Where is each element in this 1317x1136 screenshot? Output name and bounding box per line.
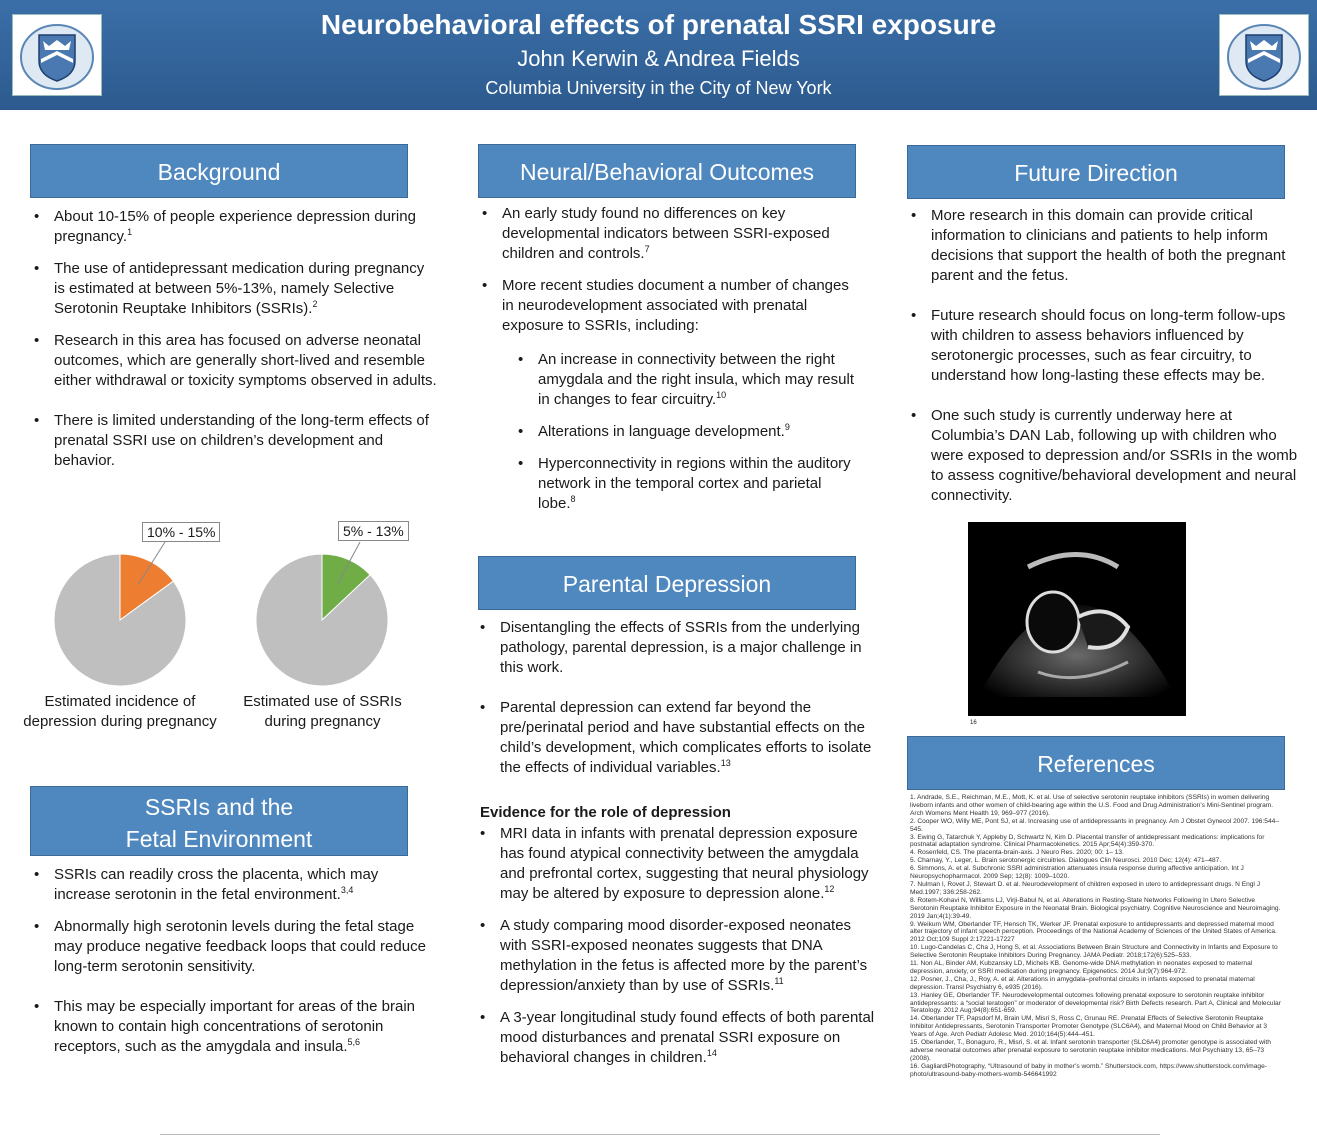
evidence-item: • A study comparing mood disorder-exposed neonates with SSRI-exposed neonates suggests that DNA methylation in the fetus is affected more by the parent’s depression/anxiety than by use of SSRIs.$^{11}$	[500, 916, 875, 996]
outcomes-subitem: • Hyperconnectivity in regions within the auditory network in the temporal cortex and parietal lobe.$^8$	[538, 454, 862, 514]
reference-item: 2. Cooper WO, Willy ME, Pont SJ, et al. Increasing use of antidepressants in pregnancy. Am J Obstet Gynecol 2007. 196:544–545.	[910, 817, 1279, 833]
background-item: • Research in this area has focused on adverse neonatal outcomes, which are generally short-lived and resemble either withdrawal or toxicity symptoms observed in adults.	[54, 331, 439, 391]
future-list	[909, 206, 1306, 518]
outcomes-subitem: • An increase in connectivity between the right amygdala and the right insula, which may result in changes to fear circuitry.$^{10}$	[538, 350, 862, 410]
reference-item: 16. GagliardiPhotography, “Ultrasound of baby in mother’s womb.” Shutterstock.com, https://www.shutterstock.com/image-photo/ultrasound-baby-mothers-womb-546641992	[910, 1062, 1267, 1078]
references-heading: References	[907, 736, 1285, 790]
reference-item: 6. Simmons, A. et al. Subchronic SSRI administration attenuates insula response during affective anticipation. Int J Neuropsychopharmacol. 2009 Sep; 12(8): 1009–1020.	[910, 865, 1244, 881]
pie-charts	[40, 540, 400, 700]
parental-item: • Disentangling the effects of SSRIs from the underlying pathology, parental depression, is a major challenge in this work.	[500, 618, 875, 678]
parental-list	[478, 618, 875, 790]
pie-callout-ssri: 5% - 13%	[338, 521, 409, 541]
reference-item: 9. Weikum WM, Oberlander TF, Hensch TK, Werker JF. Prenatal exposure to antidepressants and depressed maternal mood alter trajectory of infant speech perception. Proceedings of the National Academy of Sciences of the United States of America. 2012 Oct;109 Suppl 2:17221-17227	[910, 920, 1277, 944]
ultrasound-image	[968, 522, 1186, 716]
background-item: • There is limited understanding of the long-term effects of prenatal SSRI use on children’s development and behavior.	[54, 411, 439, 471]
poster-header	[0, 0, 1317, 110]
future-item: • Future research should focus on long-term follow-ups with children to assess behaviors influenced by serotonergic processes, such as fear circuitry, to understand how long-lasting these effects may be.	[931, 306, 1306, 386]
reference-item: 3. Ewing G, Tatarchuk Y, Appleby D, Schwartz N, Kim D. Placental transfer of antidepressant medications: implications for postnatal adaptation syndrome. Clinical Pharmacokinetics. 2015 Apr;54(4):359-370.	[910, 833, 1265, 849]
evidence-list	[478, 824, 875, 1080]
fetal-environment-heading: SSRIs and the Fetal Environment	[30, 786, 408, 856]
outcomes-list	[480, 204, 862, 526]
future-item: • One such study is currently underway here at Columbia’s DAN Lab, following up with children who were exposed to depression and/or SSRIs in the womb to assess cognitive/behavioral development and neural connectivity.	[931, 406, 1306, 506]
pie-caption-depression: Estimated incidence of depression during pregnancy	[23, 693, 217, 730]
parental-depression-heading: Parental Depression	[478, 556, 856, 610]
outcomes-item: • More recent studies document a number of changes in neurodevelopment associated with prenatal exposure to SSRIs, including: • An increase in connectivity between the right amygdala and the right insula, which may result in changes to fear circuitry.$^{10}$ • Alterations in language development.$^9$ • Hyperconnectivity in regions within the auditory network in the temporal cortex and parietal lobe.$^8$	[502, 276, 862, 514]
poster-title: Neurobehavioral effects of prenatal SSRI exposure	[320, 9, 997, 40]
outcomes-item: • An early study found no differences on key developmental indicators between SSRI-exposed children and controls.$^7$	[502, 204, 862, 264]
reference-item: 10. Lugo-Candelas C, Cha J, Hong S, et al. Associations Between Brain Structure and Connectivity in Infants and Exposure to Selective Serotonin Reuptake Inhibitors During Pregnancy. JAMA Pediatr. 2018;172(6):525–533.	[910, 944, 1278, 960]
reference-item: 7. Nulman I, Rovet J, Stewart D. et al. Neurodevelopment of children exposed in utero to antidepressant drugs. N Engl J Med.1997; 336:258-262.	[910, 880, 1261, 896]
reference-item: 15. Oberlander, T., Bonaguro, R., Misri, S. et al. Infant serotonin transporter (SLC6A4) promoter genotype is associated with adverse neonatal outcomes after prenatal exposure to serotonin reuptake inhibitor medications. Mol Psychiatry 13, 65–73 (2008).	[910, 1039, 1271, 1062]
reference-item: 8. Rotem-Kohavi N, Williams LJ, Virji-Babul N, et al. Alterations in Resting-State Networks Following In Utero Selective Serotonin Reuptake Inhibitor Exposure in the Neonatal Brain. Biological psychiatry. Cognitive Neuroscience and Neuroimaging. 2019 Jan;4(1):39-49.	[910, 896, 1281, 920]
pie-chart-depression-incidence	[54, 554, 186, 686]
columbia-crest-logo-right	[1219, 14, 1309, 96]
reference-item: 1. Andrade, S.E., Reichman, M.E., Mott, K. et al. Use of selective serotonin reuptake inhibitors (SSRIs) in women delivering liveborn infants and other women of child-bearing age within the U.S. Food and Drug Administration’s Mini-Sentinel program. Arch Womens Ment Health 19, 969–977 (2016).	[910, 794, 1274, 817]
fetal-item: • Abnormally high serotonin levels during the fetal stage may produce negative feedback loops that could reduce long-term serotonin sensitivity.	[54, 917, 434, 977]
evidence-item: • MRI data in infants with prenatal depression exposure has found atypical connectivity between the amygdala and prefrontal cortex, suggesting that neural physiology may be altered by exposure to depression alone.$^{12}$	[500, 824, 875, 904]
evidence-item: • A 3-year longitudinal study found effects of both parental mood disturbances and prenatal SSRI exposure on behavioral changes in children.$^{14}$	[500, 1008, 875, 1068]
fetal-item: • SSRIs can readily cross the placenta, which may increase serotonin in the fetal environment.$^{3,4}$	[54, 865, 434, 905]
background-heading: Background	[30, 144, 408, 198]
evidence-subheading: Evidence for the role of depression	[480, 804, 731, 821]
outcomes-subitem: • Alterations in language development.$^9$	[538, 422, 862, 442]
outcomes-heading: Neural/Behavioral Outcomes	[478, 144, 856, 198]
fetal-list	[32, 865, 434, 1069]
figure-citation: 16	[970, 720, 977, 726]
reference-item: 4. Rosenfeld, CS. The placenta-brain-axis. J Neuro Res. 2020; 00: 1– 13.	[910, 849, 1124, 857]
pie-caption-ssri: Estimated use of SSRIs during pregnancy	[243, 693, 402, 730]
poster-affiliation: Columbia University in the City of New York	[485, 78, 832, 98]
footer-divider	[160, 1134, 1160, 1135]
fetal-item: • This may be especially important for areas of the brain known to contain high concentrations of serotonin receptors, such as the amygdala and insula.$^{5,6}$	[54, 997, 434, 1057]
reference-item: 5. Charnay, Y., Leger, L. Brain serotonergic circuitries. Dialogues Clin Neurosci. 2010 Dec; 12(4): 471–487.	[910, 857, 1222, 865]
parental-item: • Parental depression can extend far beyond the pre/perinatal period and have substantial effects on the child’s development, which complicates efforts to isolate the effects of individual variables.$^{13}$	[500, 698, 875, 778]
pie-chart-ssri-use	[256, 554, 388, 686]
reference-item: 12. Posner, J., Cha, J., Roy, A. et al. Alterations in amygdala–prefrontal circuits in infants exposed to prenatal maternal depression. Transl Psychiatry 6, e935 (2016).	[910, 975, 1255, 991]
reference-item: 14. Oberlander TF, Papsdorf M, Brain UM, Misri S, Ross C, Grunau RE. Prenatal Effects of Selective Serotonin Reuptake Inhibitor Antidepressants, Serotonin Transporter Promoter Genotype (SLC6A4), and Maternal Mood on Child Behavior at 3 Years of Age. Arch Pediatr Adolesc Med. 2010;164(5):444–451.	[910, 1015, 1267, 1039]
background-list	[32, 207, 439, 483]
pie-callout-depression: 10% - 15%	[142, 522, 220, 542]
reference-item: 13. Hanley GE, Oberlander TF. Neurodevelopmental outcomes following prenatal exposure to serotonin reuptake inhibitor antidepressants: a “social teratogen” or moderator of developmental risk? Birth Defects research. Part A, Clinical and Molecular Teratology. 2012 Aug;94(8):651-659.	[910, 991, 1281, 1015]
poster-authors: John Kerwin & Andrea Fields	[517, 46, 800, 71]
outcomes-sublist	[518, 350, 862, 514]
references-list	[910, 794, 1284, 1079]
future-item: • More research in this domain can provide critical information to clinicians and patients to help inform decisions that support the health of both the pregnant parent and the fetus.	[931, 206, 1306, 286]
background-item: • About 10-15% of people experience depression during pregnancy.$^1$	[54, 207, 439, 247]
reference-item: 11. Non AL, Binder AM, Kubzansky LD, Michels KB. Genome-wide DNA methylation in neonates exposed to maternal depression, anxiety, or SSRI medication during pregnancy. Epigenetics. 2014 Jul;9(7):964-972.	[910, 960, 1253, 975]
future-direction-heading: Future Direction	[907, 145, 1285, 199]
background-item: • The use of antidepressant medication during pregnancy is estimated at between 5%-13%, namely Selective Serotonin Reuptake Inhibitors (SSRIs).$^2$	[54, 259, 439, 319]
